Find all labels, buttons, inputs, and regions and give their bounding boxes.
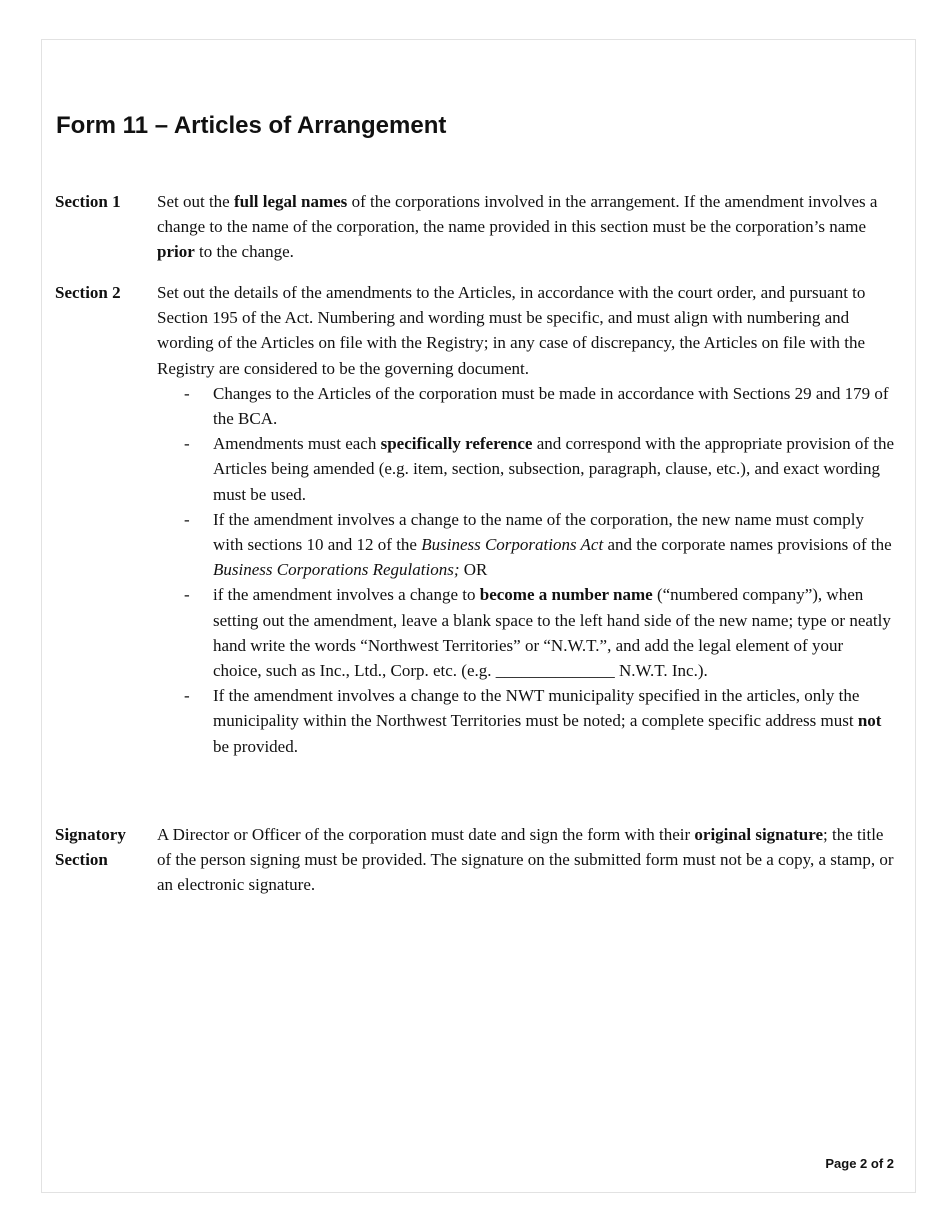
specifically-reference-emphasis: specifically reference xyxy=(380,434,533,454)
page-number: Page 2 of 2 xyxy=(825,1156,894,1171)
list-item: - if the amendment involves a change to become a number name (“numbered company”), when setting out the amendment, leave a blank space to the left hand side of the new name; type or neatly hand write the words “Northwest Territories” or “N.W.T.”, and add the legal element of your choice, such as Inc., Ltd., Corp. etc. (e.g. ______________ N.W.T. Inc.). xyxy=(157,582,895,683)
bullet-dash: - xyxy=(184,585,190,605)
list-item: - If the amendment involves a change to the name of the corporation, the new name must comply with sections 10 and 12 of the Business Corporations Act and the corporate names provisions of the Business Corporations Regulations; OR xyxy=(157,507,895,583)
document-title: Form 11 – Articles of Arrangement xyxy=(56,112,447,139)
number-name-emphasis: become a number name xyxy=(479,585,653,605)
regulations-title-italic: Business Corporations Regulations; xyxy=(213,560,460,580)
list-item: - If the amendment involves a change to the NWT municipality specified in the articles, only the municipality within the Northwest Territories must be noted; a complete specific address must not be provided. xyxy=(157,683,895,759)
signatory-text: A Director or Officer of the corporation must date and sign the form with their original signature; the title of the person signing must be provided. The signature on the submitted form must not be a copy, a stamp, or an electronic signature. xyxy=(157,825,894,895)
bullet-dash: - xyxy=(184,686,190,706)
act-title-italic: Business Corporations Act xyxy=(421,535,604,555)
section-2-body xyxy=(157,280,895,759)
section-1 xyxy=(55,189,895,265)
not-emphasis: not xyxy=(857,711,882,731)
section-1-body xyxy=(157,189,895,265)
section-1-label: Section 1 xyxy=(55,192,121,211)
list-item: - Changes to the Articles of the corporation must be made in accordance with Sections 29 and 179 of the BCA. xyxy=(157,381,895,431)
bullet-dash: - xyxy=(184,383,190,403)
full-legal-names-emphasis: full legal names xyxy=(233,192,348,211)
signatory-section-body xyxy=(157,822,895,898)
bullet-dash: - xyxy=(184,509,190,529)
prior-emphasis: prior xyxy=(157,242,195,262)
original-signature-emphasis: original signature xyxy=(694,825,824,844)
section-1-text: Set out the full legal names of the corporations involved in the arrangement. If the amendment involves a change to the name of the corporation, the name provided in this section must be the corporation’s name prior to the change. xyxy=(157,192,878,262)
bullet-dash: - xyxy=(184,434,190,454)
signatory-section-label: Signatory Section xyxy=(55,825,126,870)
section-2-intro: Set out the details of the amendments to the Articles, in accordance with the court order, and pursuant to Section 195 of the Act. Numbering and wording must be specific, and must align with numbering and wording of the Articles on file with the Registry; in any case of discrepancy, the Articles on file with the Registry are considered to be the governing document. xyxy=(157,283,866,378)
signatory-section xyxy=(55,822,895,898)
section-2-bullet-list xyxy=(157,381,895,759)
section-2 xyxy=(55,280,895,759)
list-item: - Amendments must each specifically reference and correspond with the appropriate provision of the Articles being amended (e.g. item, section, subsection, paragraph, clause, etc.), and exact wording must be used. xyxy=(157,431,895,507)
section-2-label: Section 2 xyxy=(55,283,121,302)
